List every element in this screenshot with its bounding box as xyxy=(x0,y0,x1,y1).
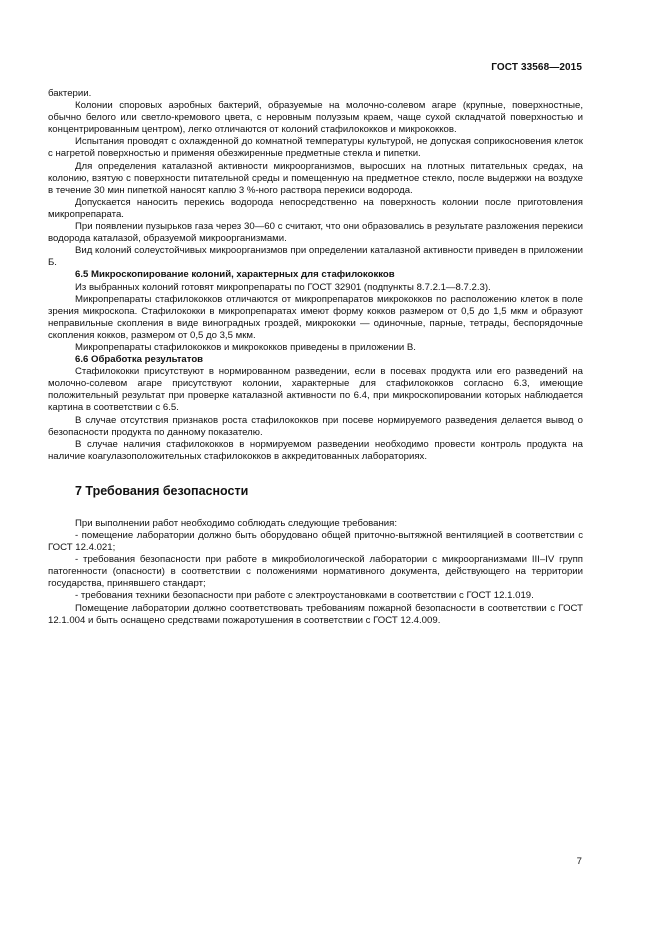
paragraph-group-a xyxy=(48,88,583,269)
paragraph: Стафилококки присутствуют в нормированном разведении, если в посевах продукта или его разведений на молочно-солевом агаре присутствуют колонии, характерные для стафилококков согласно 6.3, имеющие положительный результат при проверке каталазной активности по 6.4, при микроскопировании которых наблюдается картина в соответствии с 6.5. xyxy=(48,366,583,414)
paragraph: Микропрепараты стафилококков и микрококков приведены в приложении В. xyxy=(75,341,416,353)
paragraph: Вид колоний солеустойчивых микроорганизмов при определении каталазной активности приведен в приложении Б. xyxy=(48,245,583,269)
paragraph: Колонии споровых аэробных бактерий, образуемые на молочно-солевом агаре (крупные, поверхностные, обычно белого или светло-кремового цвета, с неровным полуэзым краем, чаще сухой складчатой поверхностью и концентрированным центром), легко отличаются от колоний стафилококков и микрококков. xyxy=(48,100,583,136)
paragraph-group-c xyxy=(48,366,583,463)
heading-6-6: 6.6 Обработка результатов xyxy=(75,354,204,366)
paragraph: В случае отсутствия признаков роста стафилококков при посеве нормируемого разведения делается вывод о безопасности продукта по данному показателю. xyxy=(48,414,583,438)
paragraph: Допускается наносить перекись водорода непосредственно на поверхность колонии после приготовления микропрепарата. xyxy=(48,196,583,220)
page-content xyxy=(48,88,583,627)
paragraph: Испытания проводят с охлажденной до комнатной температуры культурой, не допуская соприкосновения клеток с нагретой поверхностью и применяя обезжиренные предметные стекла и пипетки. xyxy=(48,136,583,160)
paragraph: При выполнении работ необходимо соблюдать следующие требования: xyxy=(75,517,398,529)
paragraph: Из выбранных колоний готовят микропрепараты по ГОСТ 32901 (подпункты 8.7.2.1—8.7.2.3). xyxy=(75,281,491,293)
paragraph: Микропрепараты стафилококков отличаются от микропрепаратов микрококков по расположению клеток в поле зрения микроскопа. Стафилококки в микропрепаратах имеют форму кокков размером от 0,5 до 1,5 мкм и образуют неправильные скопления в виде виноградных гроздей, микрококки — одиночные, парные, тетрады, беспорядочные скопления кокков, размером от 0,5 до 3,5 мкм. xyxy=(48,293,583,341)
document-code: ГОСТ 33568—2015 xyxy=(491,62,582,73)
heading-6-5: 6.5 Микроскопирование колоний, характерных для стафилококков xyxy=(75,269,395,281)
paragraph: Для определения каталазной активности микроорганизмов, выросших на плотных питательных средах, на колонию, взятую с поверхности питательной среды и помещенную на предметное стекло, после выдержки на воздухе в течение 30 мин пипеткой наносят каплю 3 %-ного раствора перекиси водорода. xyxy=(48,160,583,196)
paragraph: - помещение лаборатории должно быть оборудовано общей приточно-вытяжной вентиляцией в соответствии с ГОСТ 12.4.021; xyxy=(48,530,583,554)
paragraph: При появлении пузырьков газа через 30—60 с считают, что они образовались в результате разложения перекиси водорода каталазой, образуемой микроорганизмами. xyxy=(48,221,583,245)
paragraph: Помещение лаборатории должно соответствовать требованиям пожарной безопасности в соответствии с ГОСТ 12.1.004 и быть оснащено средствами пожаротушения в соответствии с ГОСТ 12.4.009. xyxy=(48,602,583,626)
section-7-title: 7 Требования безопасности xyxy=(75,483,249,498)
page-number: 7 xyxy=(576,856,582,867)
paragraph-group-d xyxy=(48,518,583,627)
paragraph: бактерии. xyxy=(48,88,92,99)
paragraph: - требования техники безопасности при работе с электроустановками в соответствии с ГОСТ 12.1.019. xyxy=(75,590,534,602)
paragraph-group-b xyxy=(48,282,583,355)
paragraph: - требования безопасности при работе в микробиологической лаборатории с микроорганизмами III–IV групп патогенности (опасности) в соответствии с положениями нормативного документа, действующего на территории государства, принявшего стандарт; xyxy=(48,554,583,590)
paragraph: В случае наличия стафилококков в нормируемом разведении необходимо провести контроль продукта на наличие коагулазоположительных стафилококков в аккредитованных лабораториях. xyxy=(48,438,583,462)
